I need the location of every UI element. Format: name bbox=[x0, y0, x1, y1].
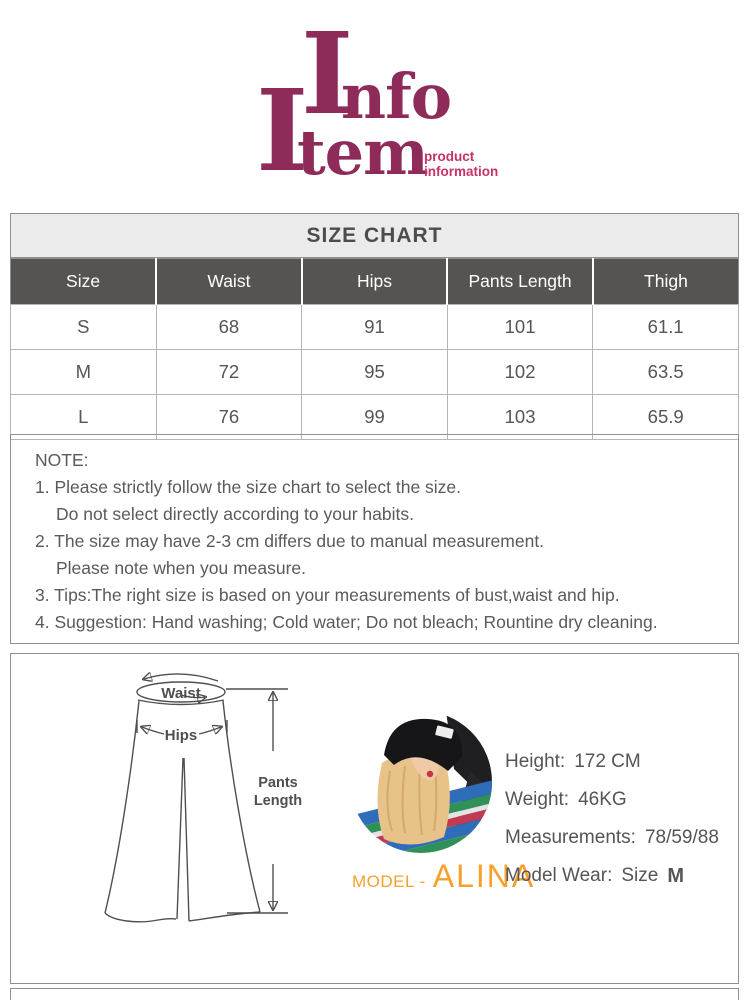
logo-info-rest: nfo bbox=[341, 60, 452, 133]
logo-item-rest: tem bbox=[297, 116, 428, 189]
note-line-2b: Please note when you measure. bbox=[56, 558, 307, 578]
model-measurements-label: Measurements: bbox=[505, 827, 636, 848]
next-section-edge bbox=[10, 988, 739, 1000]
tagline-line2: information bbox=[424, 163, 499, 179]
waist-arrow-icon bbox=[144, 674, 218, 681]
waist-label: Waist bbox=[161, 685, 201, 702]
note-line-3: 3. Tips:The right size is based on your measurements of bust,waist and hip. bbox=[35, 585, 620, 605]
model-photo-art bbox=[350, 711, 492, 853]
size-chart-section bbox=[10, 213, 739, 440]
column-header-waist: Waist bbox=[156, 259, 302, 305]
logo-tagline bbox=[424, 150, 498, 179]
table-row-m bbox=[11, 350, 739, 395]
model-measurements-row bbox=[505, 819, 719, 857]
column-header-size: Size bbox=[11, 259, 157, 305]
cell-pants-length: 101 bbox=[447, 305, 593, 350]
left-hem-line bbox=[105, 913, 176, 922]
note-line-1b: Do not select directly according to your habits. bbox=[56, 504, 414, 524]
column-header-thigh: Thigh bbox=[593, 259, 739, 305]
pants-measurement-diagram bbox=[80, 656, 310, 956]
cell-size: M bbox=[11, 350, 157, 395]
left-leg-line bbox=[105, 701, 139, 913]
column-header-pants-length: Pants Length bbox=[447, 259, 593, 305]
cell-waist: 76 bbox=[156, 395, 302, 440]
model-height-label: Height: bbox=[505, 751, 566, 772]
cell-size: L bbox=[11, 395, 157, 440]
model-wear-value: Size bbox=[621, 865, 659, 886]
brand-logo bbox=[0, 0, 750, 200]
hips-label: Hips bbox=[164, 727, 198, 744]
table-row-s bbox=[11, 305, 739, 350]
column-header-hips: Hips bbox=[302, 259, 448, 305]
model-height-row bbox=[505, 743, 719, 781]
pants-length-label-line1: Pants bbox=[258, 775, 298, 791]
cell-thigh: 65.9 bbox=[593, 395, 739, 440]
cell-size: S bbox=[11, 305, 157, 350]
model-weight-label: Weight: bbox=[505, 789, 570, 810]
pants-length-label-line2: Length bbox=[253, 793, 303, 809]
model-weight-value: 46KG bbox=[578, 789, 627, 810]
model-weight-row bbox=[505, 781, 719, 819]
cell-hips: 99 bbox=[302, 395, 448, 440]
table-row-l bbox=[11, 395, 739, 440]
model-height-value: 172 CM bbox=[574, 751, 641, 772]
measurement-section bbox=[10, 653, 739, 984]
model-name: ALINA bbox=[432, 858, 536, 894]
cell-thigh: 63.5 bbox=[593, 350, 739, 395]
cell-hips: 95 bbox=[302, 350, 448, 395]
note-line-4: 4. Suggestion: Hand washing; Cold water; Do not bleach; Rountine dry cleaning. bbox=[35, 612, 658, 632]
model-caption-prefix: MODEL - bbox=[352, 872, 426, 891]
model-measurements-value: 78/59/88 bbox=[644, 827, 719, 848]
cell-waist: 68 bbox=[156, 305, 302, 350]
cell-hips: 91 bbox=[302, 305, 448, 350]
model-photo bbox=[350, 711, 492, 853]
logo-info-initial: I bbox=[301, 9, 354, 140]
note-section bbox=[10, 434, 739, 644]
size-chart-title: SIZE CHART bbox=[10, 213, 739, 258]
logo-item-initial: I bbox=[256, 66, 309, 197]
tagline-line1: product bbox=[424, 149, 475, 164]
cell-pants-length: 102 bbox=[447, 350, 593, 395]
center-split-right bbox=[184, 758, 189, 921]
cell-thigh: 61.1 bbox=[593, 305, 739, 350]
size-chart-table bbox=[10, 258, 739, 440]
cell-waist: 72 bbox=[156, 350, 302, 395]
model-wear-row bbox=[505, 857, 719, 895]
model-info bbox=[505, 743, 719, 895]
cell-pants-length: 103 bbox=[447, 395, 593, 440]
hips-arrow-left-icon bbox=[142, 727, 164, 734]
table-header-row bbox=[11, 259, 739, 305]
center-split-left bbox=[177, 758, 183, 919]
note-heading: NOTE: bbox=[35, 450, 89, 470]
note-line-2: 2. The size may have 2-3 cm differs due to manual measurement. bbox=[35, 531, 545, 551]
hips-arrow-right-icon bbox=[199, 727, 221, 734]
model-wear-size: M bbox=[667, 864, 684, 887]
model-wear-label: Model Wear: bbox=[505, 865, 613, 886]
note-line-1: 1. Please strictly follow the size chart to select the size. bbox=[35, 477, 462, 497]
